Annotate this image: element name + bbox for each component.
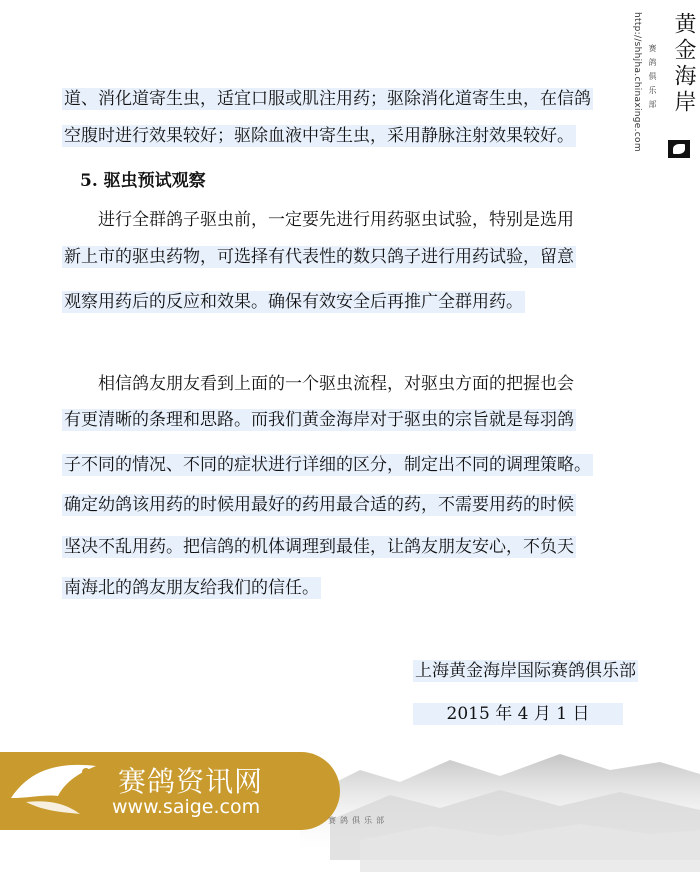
body-line: 新上市的驱虫药物，可选择有代表性的数只鸽子进行用药试验，留意 (64, 247, 574, 267)
body-line: 空腹时进行效果较好；驱除血液中寄生虫，采用静脉注射效果较好。 (64, 126, 574, 146)
body-line: 道、消化道寄生虫，适宜口服或肌注用药；驱除消化道寄生虫，在信鸽 (64, 89, 591, 109)
body-line: 相信鸽友朋友看到上面的一个驱虫流程，对驱虫方面的把握也会 (98, 374, 574, 394)
seal-icon (668, 140, 690, 158)
body-line: 南海北的鸽友朋友给我们的信任。 (64, 578, 319, 598)
body-line: 坚决不乱用药。把信鸽的机体调理到最佳，让鸽友朋友安心，不负天 (64, 537, 574, 557)
pigeon-icon (6, 758, 106, 824)
body-line: 确定幼鸽该用药的时候用最好的药用最合适的药，不需要用药的时候 (64, 495, 574, 515)
logo-club-text: 赛鸽俱乐部 (648, 44, 657, 114)
banner-site-name: 赛鸽资讯网 (118, 765, 264, 798)
date: 2015 年 4 月 1 日 (413, 703, 623, 725)
body-line: 子不同的情况、不同的症状进行详细的区分，制定出不同的调理策略。 (64, 455, 591, 475)
logo-brand: 黄金海岸 (671, 12, 696, 116)
footer-club-text: 赛鸽俱乐部 (328, 816, 388, 825)
body-line: 有更清晰的条理和思路。而我们黄金海岸对于驱虫的宗旨就是每羽鸽 (64, 410, 574, 430)
logo-url: http://shhjha.chinaxinge.com (632, 12, 642, 152)
body-line: 进行全群鸽子驱虫前，一定要先进行用药驱虫试验，特别是选用 (98, 210, 574, 230)
club-logo (628, 10, 696, 160)
body-line: 观察用药后的反应和效果。确保有效安全后再推广全群用药。 (64, 292, 523, 312)
section-heading: 5. 驱虫预试观察 (80, 171, 206, 191)
site-banner[interactable] (0, 752, 340, 830)
banner-url[interactable]: www.saige.com (112, 796, 261, 818)
signature: 上海黄金海岸国际赛鸽俱乐部 (415, 661, 636, 681)
